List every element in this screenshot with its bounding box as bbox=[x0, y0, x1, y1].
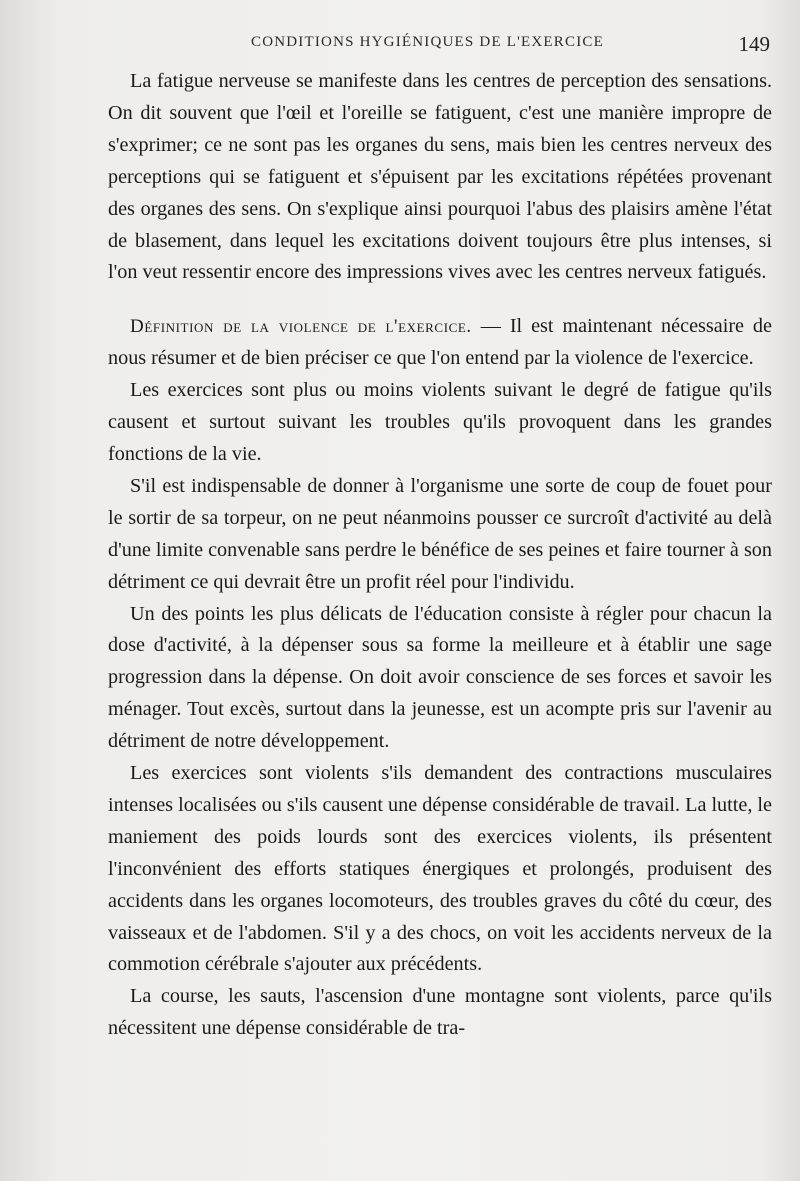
paragraph-education: Un des points les plus délicats de l'éducation consiste à régler pour chacun la dose d'activité, à la dépenser sous sa forme la meilleure et à établir une sage progression dans la dépense. On doit avoir conscience de ses forces et savoir les ménager. Tout excès, surtout dans la jeunesse, est un acompte pris sur l'avenir au détriment de notre développement. bbox=[108, 602, 772, 753]
running-head bbox=[106, 34, 770, 58]
paragraph-running-jumping: La course, les sauts, l'ascension d'une montagne sont violents, parce qu'ils nécessitent une dépense considérable de tra- bbox=[108, 985, 772, 1040]
paragraph-nervous-fatigue: La fatigue nerveuse se manifeste dans les centres de perception des sensations. On dit souvent que l'œil et l'oreille se fatiguent, c'est une manière impropre de s'exprimer; ce ne sont pas les organes du sens, mais bien les centres nerveux des perceptions qui se fatiguent et s'épuisent par les excitations répétées provenant des organes des sens. On s'explique ainsi pourquoi l'abus des plaisirs amène l'état de blasement, dans lequel les excitations doivent toujours être plus intenses, si l'on veut ressentir encore des impressions vives avec les centres nerveux fatigués. bbox=[108, 70, 772, 284]
section-intro: Il est maintenant nécessaire de nous résumer et de bien préciser ce que l'on entend par la violence de l'exercice. bbox=[108, 315, 772, 370]
paragraph-whip-stroke: S'il est indispensable de donner à l'organisme une sorte de coup de fouet pour le sortir de sa torpeur, on ne peut néanmoins pousser ce surcroît d'activité au delà d'une limite convenable sans perdre le bénéfice de ses peines et faire tourner à son détriment ce qui devrait être un profit réel pour l'individu. bbox=[108, 474, 772, 593]
paragraph-degree-of-fatigue: Les exercices sont plus ou moins violents suivant le degré de fatigue qu'ils causent et surtout suivant les troubles qu'ils provoquent dans les grandes fonctions de la vie. bbox=[108, 379, 772, 465]
section-dash: — bbox=[471, 315, 510, 338]
page-number: 149 bbox=[738, 32, 770, 56]
paragraph-violent-exercises: Les exercices sont violents s'ils demandent des contractions musculaires intenses localisées ou s'ils causent une dépense considérable de travail. La lutte, le maniement des poids lourds sont des exercices violents, ils présentent l'inconvénient des efforts statiques énergiques et prolongés, produisent des accidents dans les organes locomoteurs, des troubles graves du côté du cœur, des vaisseaux et de l'abdomen. S'il y a des chocs, on voit les accidents nerveux de la commotion cérébrale s'ajouter aux précédents. bbox=[108, 762, 772, 976]
body-text bbox=[108, 66, 772, 1045]
running-title: CONDITIONS HYGIÉNIQUES DE L'EXERCICE bbox=[251, 34, 604, 50]
section-definition-paragraph bbox=[108, 311, 772, 375]
section-heading: Définition de la violence de l'exercice. bbox=[130, 316, 472, 338]
